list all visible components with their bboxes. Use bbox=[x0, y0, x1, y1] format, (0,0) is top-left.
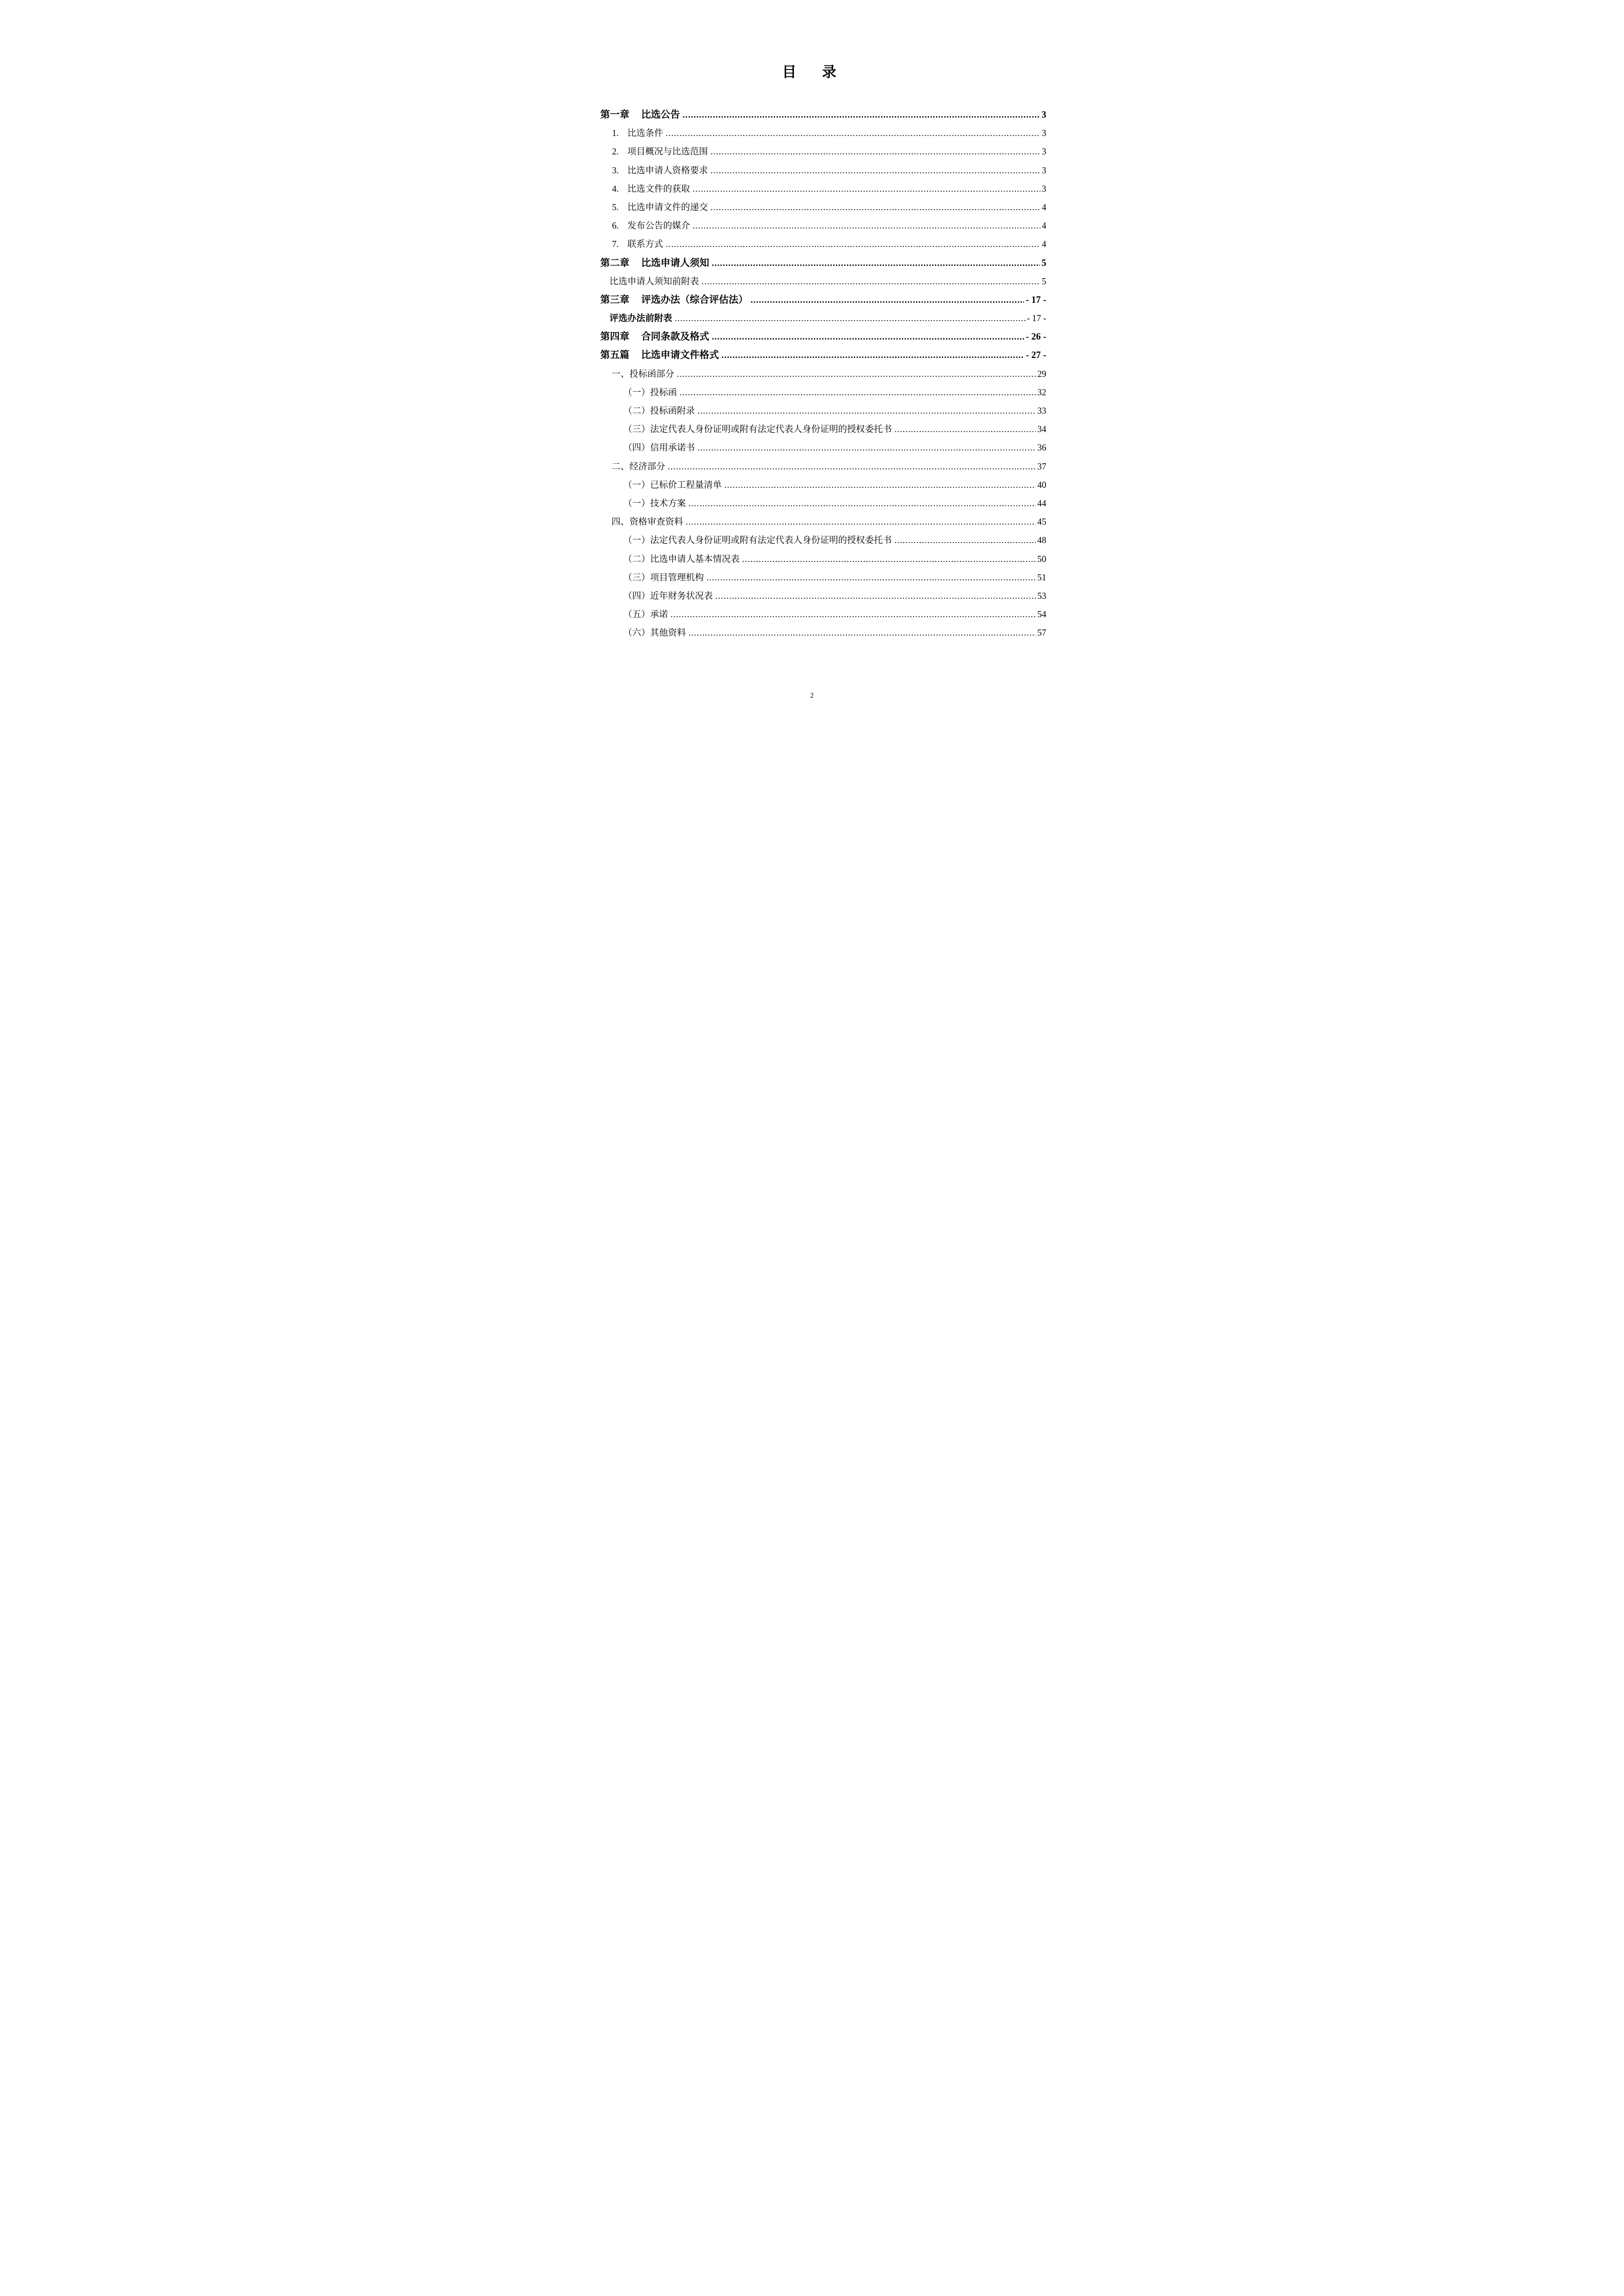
toc-entry-page: 5 bbox=[1041, 276, 1047, 286]
toc-entry-label: 联系方式 bbox=[627, 239, 663, 250]
toc-entry-page: 36 bbox=[1037, 442, 1047, 453]
toc-entry-page: 5 bbox=[1041, 258, 1047, 268]
toc-entry-label: 比选公告 bbox=[641, 109, 680, 120]
footer-page-number: 2 bbox=[810, 691, 814, 699]
toc-entry-number: 7. bbox=[612, 239, 619, 250]
toc-dot-leader bbox=[724, 476, 1036, 494]
toc-entry-label: 发布公告的媒介 bbox=[627, 220, 690, 231]
toc-entry-number: 第二章 bbox=[600, 257, 630, 268]
toc-dot-leader bbox=[686, 512, 1036, 531]
toc-entry[interactable] bbox=[612, 512, 1047, 531]
toc-entry[interactable] bbox=[610, 272, 1047, 290]
toc-entry[interactable] bbox=[624, 494, 1047, 512]
toc-dot-leader bbox=[710, 161, 1040, 179]
toc-entry[interactable] bbox=[600, 254, 1047, 272]
toc-entry-label: 比选条件 bbox=[627, 128, 663, 139]
toc-entry-label: （二）比选申请人基本情况表 bbox=[623, 553, 740, 564]
toc-entry-label: 比选文件的获取 bbox=[627, 183, 690, 194]
toc-dot-leader bbox=[677, 365, 1036, 383]
toc-entry-label: （一）技术方案 bbox=[623, 498, 686, 508]
toc-entry[interactable] bbox=[600, 290, 1047, 309]
toc-dot-leader bbox=[671, 605, 1036, 623]
toc-entry-number: 5. bbox=[612, 201, 619, 212]
toc-entry-page: 33 bbox=[1037, 406, 1047, 416]
toc-dot-leader bbox=[722, 346, 1025, 364]
toc-entry-label: （六）其他资料 bbox=[623, 627, 686, 638]
toc-entry-page: 3 bbox=[1041, 183, 1047, 194]
toc-entry-number: 3. bbox=[612, 165, 619, 175]
toc-dot-leader bbox=[675, 309, 1026, 327]
toc-entry[interactable] bbox=[612, 179, 1047, 198]
toc-entry[interactable] bbox=[624, 401, 1047, 420]
toc-entry-page: 48 bbox=[1037, 535, 1047, 546]
toc-entry[interactable] bbox=[612, 457, 1047, 476]
toc-entry[interactable] bbox=[612, 161, 1047, 179]
toc-entry[interactable] bbox=[624, 623, 1047, 642]
toc-entry-number: 1. bbox=[612, 128, 619, 139]
toc-entry-page: 3 bbox=[1041, 165, 1047, 175]
toc-entry[interactable] bbox=[624, 476, 1047, 494]
page-title: 目 录 bbox=[782, 64, 842, 80]
toc-entry-page: 51 bbox=[1037, 572, 1047, 582]
toc-entry[interactable] bbox=[612, 142, 1047, 161]
toc-entry-label: 比选申请人须知 bbox=[641, 257, 709, 268]
toc-entry[interactable] bbox=[624, 531, 1047, 549]
toc-dot-leader bbox=[710, 142, 1040, 161]
toc-entry-label: 合同条款及格式 bbox=[641, 331, 709, 343]
toc-entry[interactable] bbox=[624, 587, 1047, 605]
toc-entry-label: 项目概况与比选范围 bbox=[627, 146, 708, 157]
toc-dot-leader bbox=[751, 290, 1025, 309]
toc-entry[interactable] bbox=[600, 327, 1047, 346]
toc-entry-page: 44 bbox=[1037, 498, 1047, 508]
toc-entry[interactable] bbox=[612, 198, 1047, 216]
toc-dot-leader bbox=[688, 623, 1036, 642]
toc-dot-leader bbox=[706, 568, 1036, 587]
toc-dot-leader bbox=[666, 235, 1040, 253]
toc-entry-page: 40 bbox=[1037, 479, 1047, 490]
toc-entry-label: （四）近年财务状况表 bbox=[623, 590, 713, 601]
toc-entry-label: （三）法定代表人身份证明或附有法定代表人身份证明的授权委托书 bbox=[623, 424, 892, 435]
toc-dot-leader bbox=[666, 124, 1040, 142]
toc-dot-leader bbox=[702, 272, 1040, 290]
toc-entry-label: 四、资格审查资料 bbox=[611, 516, 683, 527]
toc-entry-label: 评选办法前附表 bbox=[609, 313, 672, 324]
toc-entry-label: （四）信用承诺书 bbox=[623, 442, 695, 453]
toc-entry-page: 57 bbox=[1037, 627, 1047, 638]
toc-entry-number: 第三章 bbox=[600, 294, 630, 305]
toc-dot-leader bbox=[698, 401, 1036, 420]
toc-entry-label: （二）投标函附录 bbox=[623, 406, 695, 416]
toc-dot-leader bbox=[895, 420, 1036, 438]
toc-entry-label: （一）已标价工程量清单 bbox=[623, 479, 722, 490]
toc-entry[interactable] bbox=[624, 383, 1047, 401]
toc-entry-page: 37 bbox=[1037, 461, 1047, 471]
toc-entry-number: 2. bbox=[612, 146, 619, 157]
toc-entry-label: 评选办法（综合评估法） bbox=[641, 294, 748, 305]
toc-entry[interactable] bbox=[612, 235, 1047, 253]
toc-entry-label: （一）投标函 bbox=[623, 387, 677, 397]
toc-entry-label: 比选申请人须知前附表 bbox=[609, 276, 699, 286]
toc-entry-page: 54 bbox=[1037, 609, 1047, 620]
toc-entry[interactable] bbox=[624, 438, 1047, 457]
toc-entry-page: 4 bbox=[1041, 201, 1047, 212]
toc-dot-leader bbox=[698, 438, 1036, 457]
toc-entry-page: 32 bbox=[1037, 387, 1047, 397]
toc-dot-leader bbox=[693, 179, 1040, 198]
toc-entry[interactable] bbox=[600, 105, 1047, 124]
toc-entry-page: 3 bbox=[1041, 110, 1047, 120]
toc-dot-leader bbox=[712, 327, 1025, 346]
toc-entry[interactable] bbox=[624, 420, 1047, 438]
toc-entry-page: 34 bbox=[1037, 424, 1047, 435]
toc-entry-label: 比选申请文件格式 bbox=[641, 350, 719, 361]
toc-entry[interactable] bbox=[624, 550, 1047, 568]
toc-dot-leader bbox=[693, 216, 1040, 235]
toc-entry-page: - 17 - bbox=[1026, 295, 1047, 305]
toc-entry-label: 比选申请文件的递交 bbox=[627, 201, 708, 212]
table-of-contents bbox=[600, 105, 1047, 642]
toc-entry-page: 45 bbox=[1037, 516, 1047, 527]
toc-entry-page: 3 bbox=[1041, 128, 1047, 139]
toc-entry[interactable] bbox=[612, 124, 1047, 142]
toc-entry-page: - 26 - bbox=[1026, 332, 1047, 343]
toc-entry-page: 3 bbox=[1041, 146, 1047, 157]
toc-dot-leader bbox=[712, 254, 1040, 272]
toc-entry-page: 4 bbox=[1041, 220, 1047, 231]
toc-entry-number: 4. bbox=[612, 183, 619, 194]
toc-entry[interactable] bbox=[612, 365, 1047, 383]
toc-entry-page: - 17 - bbox=[1027, 313, 1047, 324]
toc-dot-leader bbox=[710, 198, 1040, 216]
toc-dot-leader bbox=[680, 383, 1036, 401]
toc-entry-label: 一、投标函部分 bbox=[611, 368, 674, 379]
toc-entry-number: 第一章 bbox=[600, 109, 630, 120]
toc-entry-page: 29 bbox=[1037, 368, 1047, 379]
toc-dot-leader bbox=[742, 550, 1036, 568]
toc-entry-label: （三）项目管理机构 bbox=[623, 572, 704, 582]
toc-entry[interactable] bbox=[600, 346, 1047, 364]
toc-entry-page: 50 bbox=[1037, 553, 1047, 564]
toc-dot-leader bbox=[688, 494, 1036, 512]
toc-entry-label: （五）承诺 bbox=[623, 609, 668, 620]
toc-entry[interactable] bbox=[610, 309, 1047, 327]
toc-entry-label: 比选申请人资格要求 bbox=[627, 165, 708, 175]
toc-entry-page: - 27 - bbox=[1026, 350, 1047, 361]
toc-entry-page: 4 bbox=[1041, 239, 1047, 250]
toc-dot-leader bbox=[683, 105, 1040, 124]
toc-entry[interactable] bbox=[624, 568, 1047, 587]
toc-entry[interactable] bbox=[612, 216, 1047, 235]
toc-dot-leader bbox=[716, 587, 1036, 605]
toc-dot-leader bbox=[668, 457, 1036, 476]
toc-entry-number: 第四章 bbox=[600, 331, 630, 343]
toc-entry-number: 6. bbox=[612, 220, 619, 231]
toc-dot-leader bbox=[895, 531, 1036, 549]
document-page bbox=[542, 0, 1083, 766]
toc-entry[interactable] bbox=[624, 605, 1047, 623]
toc-entry-label: （一）法定代表人身份证明或附有法定代表人身份证明的授权委托书 bbox=[623, 535, 892, 546]
toc-entry-number: 第五篇 bbox=[600, 350, 630, 361]
toc-entry-label: 二、经济部分 bbox=[611, 461, 665, 471]
toc-entry-page: 53 bbox=[1037, 590, 1047, 601]
